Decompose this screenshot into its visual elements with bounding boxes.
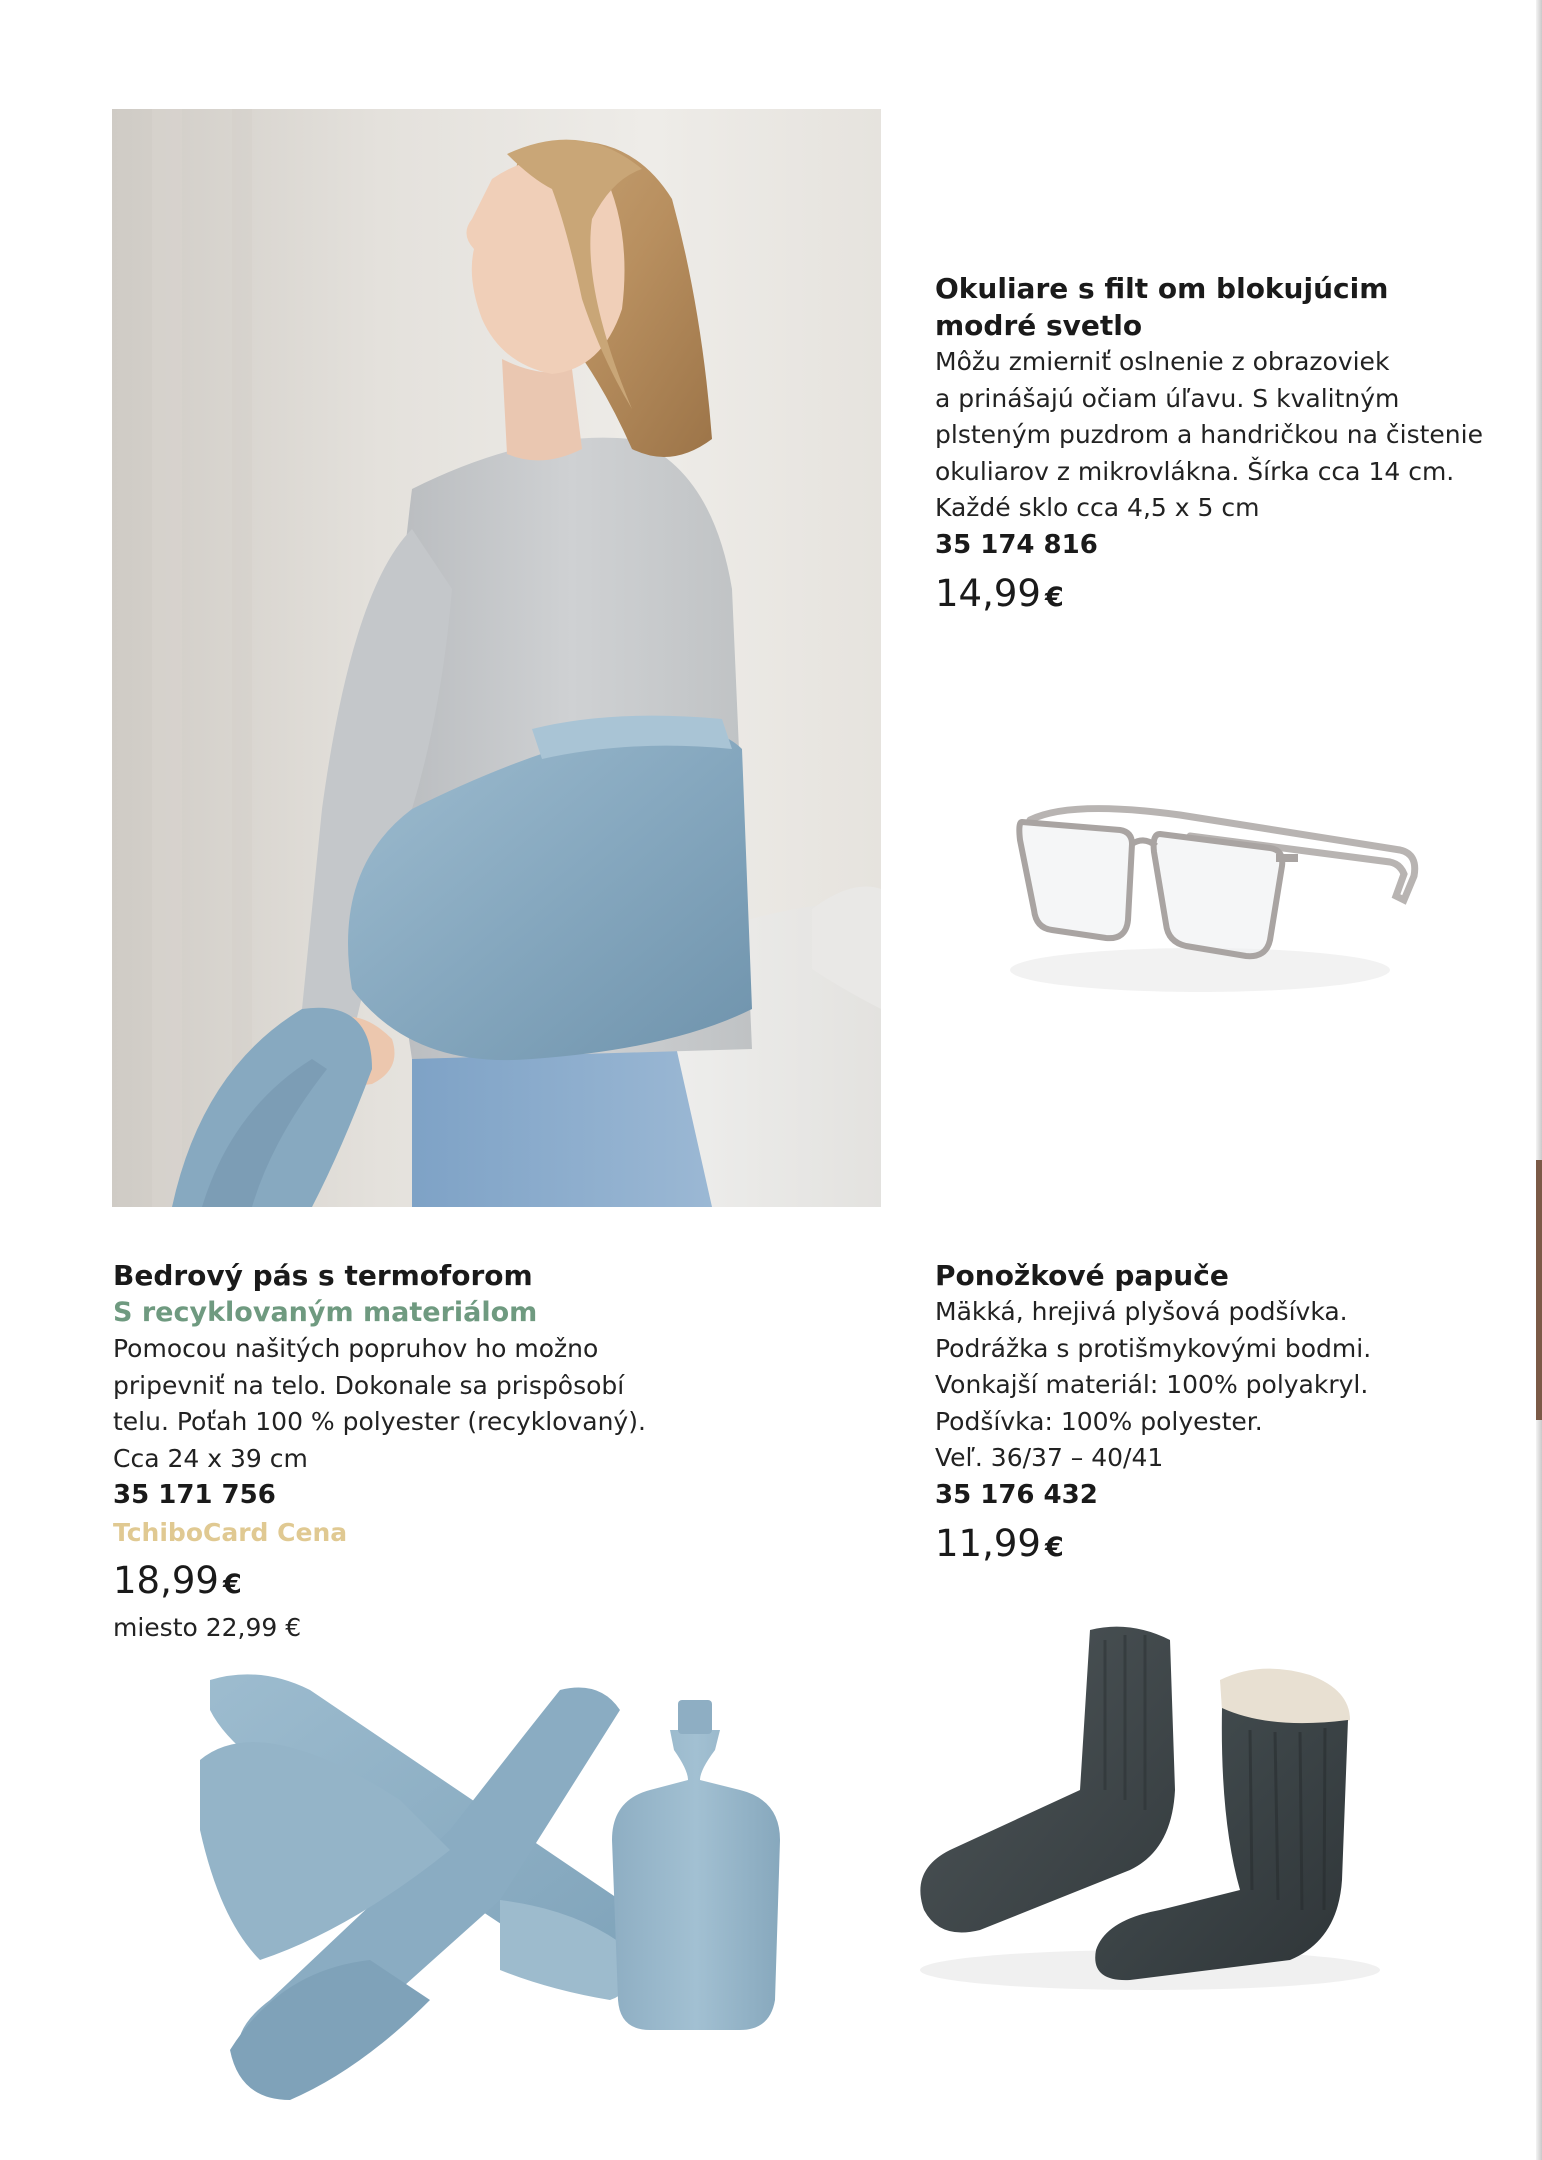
product-block-belt [113,1257,813,1645]
sock-slippers-icon [910,1620,1400,2000]
tchibocard-price-label: TchiboCard Cena [113,1518,348,1548]
currency-symbol: € [222,1569,242,1601]
socks-product-image [910,1620,1400,2000]
product-price [113,1555,813,1611]
description-line: Vonkajší materiál: 100% polyakryl. [935,1370,1369,1400]
product-sku: 35 176 432 [935,1479,1098,1510]
currency-symbol: € [1044,581,1064,613]
price-value: 11,99 [935,1521,1041,1565]
glasses-icon [1000,770,1440,1020]
product-title [935,270,1495,344]
heat-belt-icon [200,1670,800,2110]
price-value: 14,99 [935,571,1041,615]
model-lifestyle-photo [112,109,881,1207]
description-line: Veľ. 36/37 – 40/41 [935,1443,1164,1473]
description-line: Pomocou našitých popruhov ho možno [113,1334,599,1363]
product-price [935,568,1495,624]
currency-symbol: € [1044,1531,1064,1563]
model-illustration [112,109,881,1207]
product-sku: 35 174 816 [935,529,1098,560]
product-title: Ponožkové papuče [935,1259,1229,1292]
description-line: Cca 24 x 39 cm [113,1443,308,1473]
description-line: a prinášajú očiam úľavu. S kvalitným [935,383,1400,413]
description-line: Podrážka s protišmykovými bodmi. [935,1333,1372,1363]
description-line: okuliarov z mikrovlákna. Šírka cca 14 cm. [935,456,1455,486]
product-title-line2: modré svetlo [935,309,1143,342]
product-description [935,344,1495,527]
description-line: plsteným puzdrom a handričkou na čistenie [935,420,1483,450]
product-title: Bedrový pás s termoforom [113,1259,533,1292]
glasses-product-image [1000,770,1440,1020]
description-line: Podšívka: 100% polyester. [935,1406,1263,1436]
product-description [935,1294,1495,1477]
product-subtitle: S recyklovaným materiálom [113,1297,538,1328]
product-block-slippers [935,1257,1495,1574]
description-line: Mäkká, hrejivá plyšová podšívka. [935,1297,1348,1326]
old-price: miesto 22,99 € [113,1613,302,1643]
product-sku: 35 171 756 [113,1480,276,1511]
product-description [113,1331,813,1477]
page-edge-tab [1536,1160,1542,1420]
product-title-line1: Okuliare s filt om blokujúcim [935,272,1389,305]
description-line: Môžu zmierniť oslnenie z obrazoviek [935,347,1390,376]
belt-product-image [200,1670,800,2110]
product-block-glasses [935,270,1495,624]
description-line: Každé sklo cca 4,5 x 5 cm [935,493,1260,523]
description-line: telu. Poťah 100 % polyester (recyklovaný). [113,1407,646,1437]
price-value: 18,99 [113,1559,219,1603]
product-price [935,1518,1495,1574]
page-edge-shadow [1536,0,1542,2160]
description-line: pripevniť na telo. Dokonale sa prispôsobí [113,1370,625,1400]
